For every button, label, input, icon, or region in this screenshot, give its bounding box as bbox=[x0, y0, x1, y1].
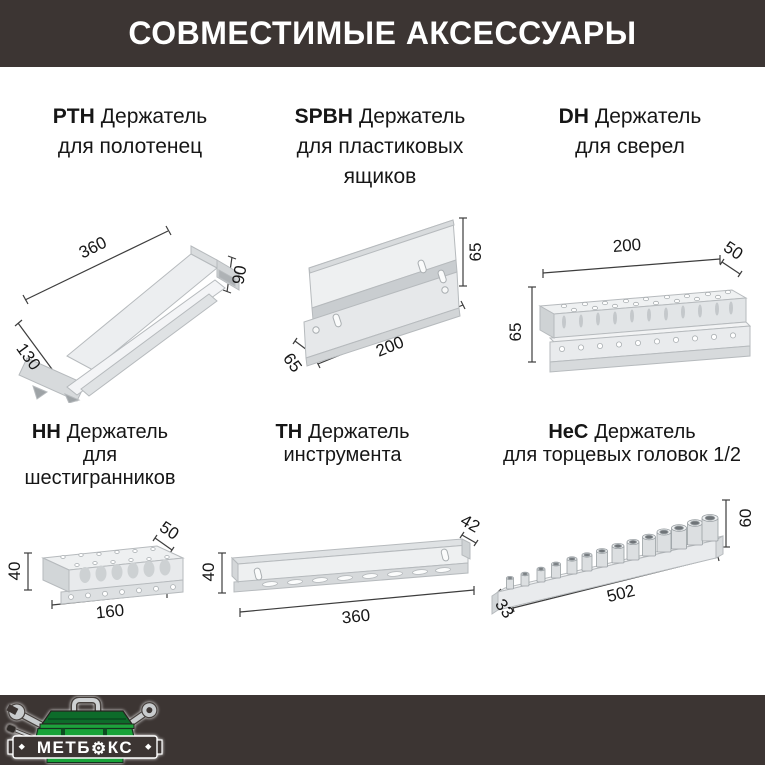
product-figure-th bbox=[200, 500, 485, 630]
product-code: HH bbox=[31, 421, 61, 443]
product-subtitle: для пластиковых bbox=[296, 135, 464, 158]
product-code: TH bbox=[275, 421, 303, 443]
product-render bbox=[540, 290, 750, 372]
product-subtitle: ящиков bbox=[343, 165, 417, 188]
product-label-hec bbox=[478, 421, 765, 467]
product-label-hh bbox=[0, 421, 200, 490]
dim-label: 160 bbox=[94, 600, 126, 623]
product-code: PTH bbox=[52, 105, 95, 128]
dim-label: 50 bbox=[720, 237, 747, 264]
gear-icon: ⚙ bbox=[90, 739, 108, 758]
product-code: SPBH bbox=[294, 105, 353, 128]
page-title: СОВМЕСТИМЫЕ АКСЕССУАРЫ bbox=[128, 15, 637, 51]
product-label-th bbox=[235, 421, 450, 467]
dim-label: 60 bbox=[736, 508, 755, 528]
dim-label: 65 bbox=[506, 322, 525, 342]
product-render bbox=[43, 546, 183, 604]
product-subtitle: для торцевых головок 1/2 bbox=[502, 444, 741, 466]
dim-label: 360 bbox=[340, 605, 372, 628]
dim-label: 65 bbox=[279, 349, 306, 376]
product-subtitle: для bbox=[82, 444, 118, 466]
product-label-pth bbox=[15, 102, 245, 162]
dim-label: 42 bbox=[457, 510, 484, 537]
product-figure-spbh bbox=[273, 198, 505, 378]
dim-label: 90 bbox=[228, 263, 251, 286]
product-subtitle: шестигранников bbox=[24, 467, 176, 489]
product-figure-dh bbox=[500, 232, 762, 394]
dim-label: 40 bbox=[5, 561, 24, 581]
product-label-dh bbox=[515, 102, 745, 162]
product-subtitle: инструмента bbox=[283, 444, 402, 466]
product-figure-pth bbox=[5, 218, 255, 403]
dim-label: 65 bbox=[466, 242, 485, 262]
dim-label: 40 bbox=[199, 562, 218, 582]
towel-holder-drawing bbox=[5, 218, 255, 403]
product-word: Держатель bbox=[100, 105, 208, 128]
product-subtitle: для сверел bbox=[575, 135, 685, 158]
header-band bbox=[0, 0, 765, 67]
product-word: Держатель bbox=[66, 421, 169, 443]
product-word: Держатель bbox=[358, 105, 466, 128]
socket-holder-drawing bbox=[480, 470, 765, 635]
product-figure-hh bbox=[5, 500, 230, 630]
product-word: Держатель bbox=[308, 421, 410, 443]
product-label-spbh bbox=[258, 102, 502, 192]
brand-text bbox=[37, 738, 133, 758]
product-figure-hec bbox=[480, 470, 765, 635]
dim-label: 130 bbox=[12, 339, 45, 374]
brand-plaque bbox=[8, 736, 162, 758]
brand-text-left: МЕТБ bbox=[36, 738, 91, 757]
dim-label: 360 bbox=[75, 232, 110, 263]
product-code: HeC bbox=[548, 421, 589, 443]
dim-label: 200 bbox=[612, 235, 642, 256]
product-render bbox=[232, 539, 470, 592]
product-subtitle: для полотенец bbox=[57, 135, 203, 158]
dim-label: 502 bbox=[604, 580, 637, 607]
product-word: Держатель bbox=[594, 105, 702, 128]
brand-text-right: КС bbox=[107, 738, 134, 757]
brand-logo bbox=[5, 697, 165, 763]
dim-label: 200 bbox=[373, 332, 407, 361]
dim-label: 50 bbox=[156, 517, 183, 544]
product-word: Держатель bbox=[594, 421, 696, 443]
product-render bbox=[19, 246, 239, 403]
product-code: DH bbox=[558, 105, 589, 128]
dim-label: 33 bbox=[491, 595, 518, 622]
